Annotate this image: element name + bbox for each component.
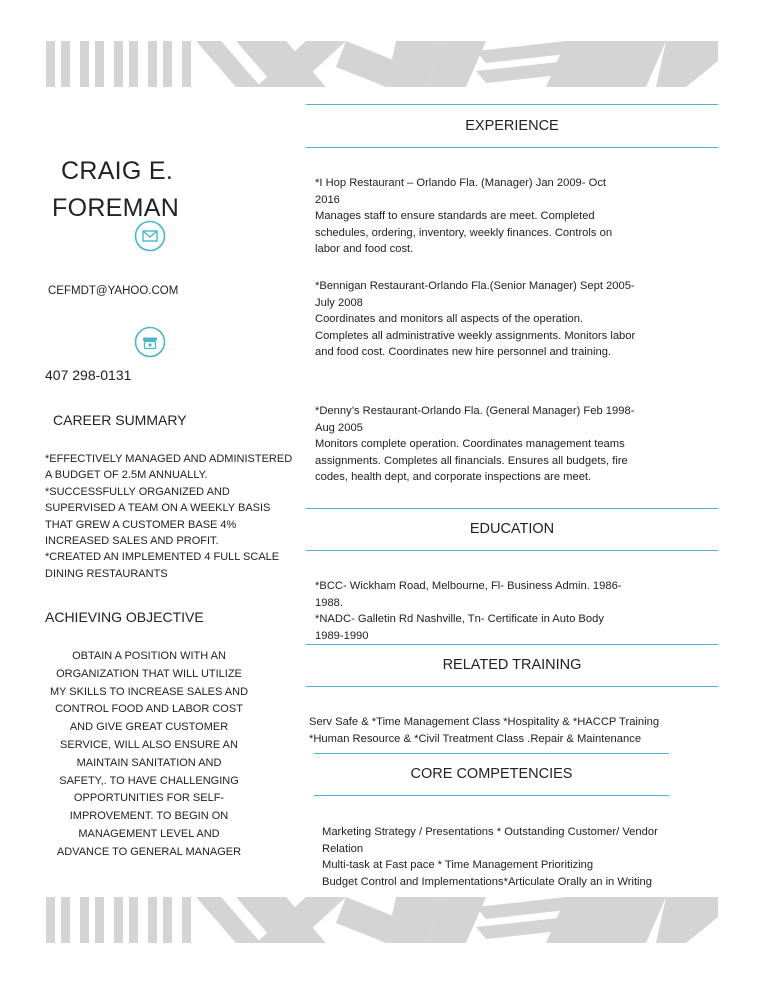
competency-line: Marketing Strategy / Presentations * Outstanding Customer/ Vendor xyxy=(322,826,658,838)
competency-line: Relation xyxy=(322,842,364,855)
objective-line: MAINTAIN SANITATION AND xyxy=(76,756,222,769)
career-summary-line: *SUCCESSFULLY ORGANIZED AND xyxy=(45,485,230,498)
career-summary-line: DINING RESTAURANTS xyxy=(45,567,168,580)
objective-line: SERVICE, WILL ALSO ENSURE AN xyxy=(60,738,238,751)
education-rule-bottom xyxy=(306,550,718,551)
training-rule-top xyxy=(306,644,718,645)
education-line: 1988. xyxy=(315,596,343,609)
objective-line: MY SKILLS TO INCREASE SALES AND xyxy=(49,685,249,698)
education-line: *NADC- Galletin Rd Nashville, Tn- Certificate in Auto Body xyxy=(315,613,604,626)
job-line: Aug 2005 xyxy=(315,421,363,434)
job-line: and food cost. Coordinates new hire personnel and training. xyxy=(315,346,612,359)
envelope-icon xyxy=(134,220,166,252)
training-text xyxy=(309,714,659,747)
objective-line: CONTROL FOOD AND LABOR COST xyxy=(55,703,243,716)
objective-line: SAFETY,. TO HAVE CHALLENGING xyxy=(59,774,239,787)
name-line-2: FOREMAN xyxy=(52,194,180,222)
career-summary-line: SUPERVISED A TEAM ON A WEEKLY BASIS xyxy=(45,502,271,515)
competency-line: Budget Control and Implementations*Articulate Orally an in Writing xyxy=(322,875,652,888)
objective-text xyxy=(40,648,258,862)
job-line: codes, health dept, and corporate inspections are meet. xyxy=(315,471,592,484)
job-line: 2016 xyxy=(315,193,340,206)
competency-line: Multi-task at Fast pace * Time Management Prioritizing xyxy=(322,859,594,872)
email-address[interactable]: CEFMDT@YAHOO.COM xyxy=(48,285,179,297)
training-title: RELATED TRAINING xyxy=(442,657,582,673)
competencies-text xyxy=(322,824,658,890)
phone-number[interactable]: 407 298-0131 xyxy=(45,367,132,383)
competencies-rule-top xyxy=(314,753,669,754)
experience-title: EXPERIENCE xyxy=(465,118,559,134)
job-line: assignments. Completes all financials. Ensures all budgets, fire xyxy=(315,454,628,467)
education-text xyxy=(315,578,622,644)
training-rule-bottom xyxy=(306,686,718,687)
job-line: July 2008 xyxy=(315,296,363,309)
career-summary-line: THAT GREW A CUSTOMER BASE 4% xyxy=(45,518,237,531)
career-summary-line: *CREATED AN IMPLEMENTED 4 FULL SCALE xyxy=(45,551,280,564)
education-title: EDUCATION xyxy=(469,521,555,537)
telephone-icon xyxy=(134,326,166,358)
career-summary-line: *EFFECTIVELY MANAGED AND ADMINISTERED xyxy=(45,453,293,465)
career-summary-text xyxy=(45,451,310,582)
bottom-decorative-band xyxy=(46,897,718,943)
experience-job-ihop xyxy=(315,175,612,258)
objective-line: ADVANCE TO GENERAL MANAGER xyxy=(56,845,242,858)
objective-line: ORGANIZATION THAT WILL UTILIZE xyxy=(56,667,242,680)
job-line: schedules, ordering, inventory, weekly finances. Controls on xyxy=(315,226,613,239)
competencies-title: CORE COMPETENCIES xyxy=(410,766,573,782)
name-heading xyxy=(52,153,180,227)
education-line: 1989-1990 xyxy=(315,629,369,642)
name-line-1: CRAIG E. xyxy=(61,157,174,185)
career-summary-title: CAREER SUMMARY xyxy=(53,412,187,428)
education-line: *BCC- Wickham Road, Melbourne, Fl- Business Admin. 1986- xyxy=(315,580,622,592)
job-line: *Denny’s Restaurant-Orlando Fla. (General Manager) Feb 1998- xyxy=(315,405,635,417)
job-line: labor and food cost. xyxy=(315,243,414,256)
job-line: Coordinates and monitors all aspects of the operation. xyxy=(315,313,584,326)
job-line: *Bennigan Restaurant-Orlando Fla.(Senior Manager) Sept 2005- xyxy=(315,280,635,292)
training-line: *Human Resource & *Civil Treatment Class .Repair & Maintenance xyxy=(309,732,642,745)
objective-title: ACHIEVING OBJECTIVE xyxy=(45,609,204,625)
experience-job-dennys xyxy=(315,403,634,486)
competencies-rule-bottom xyxy=(314,795,669,796)
objective-line: AND GIVE GREAT CUSTOMER xyxy=(69,721,229,734)
career-summary-line: A BUDGET OF 2.5M ANNUALLY. xyxy=(45,469,208,482)
training-line: Serv Safe & *Time Management Class *Hospitality & *HACCP Training xyxy=(309,716,660,728)
objective-line: OBTAIN A POSITION WITH AN xyxy=(72,650,226,662)
job-line: Monitors complete operation. Coordinates management teams xyxy=(315,438,625,451)
objective-line: OPPORTUNITIES FOR SELF- xyxy=(73,792,225,805)
career-summary-line: INCREASED SALES AND PROFIT. xyxy=(45,535,219,548)
objective-line: IMPROVEMENT. TO BEGIN ON xyxy=(69,810,229,823)
experience-job-bennigan xyxy=(315,278,635,361)
education-rule-top xyxy=(306,508,718,509)
experience-rule-top xyxy=(306,104,718,105)
job-line: *I Hop Restaurant – Orlando Fla. (Manager) Jan 2009- Oct xyxy=(315,177,607,189)
job-line: Manages staff to ensure standards are meet. Completed xyxy=(315,210,595,223)
top-decorative-band xyxy=(46,41,718,87)
objective-line: MANAGEMENT LEVEL AND xyxy=(78,827,220,840)
experience-rule-bottom xyxy=(306,147,718,148)
job-line: Completes all administrative weekly assignments. Monitors labor xyxy=(315,329,636,342)
